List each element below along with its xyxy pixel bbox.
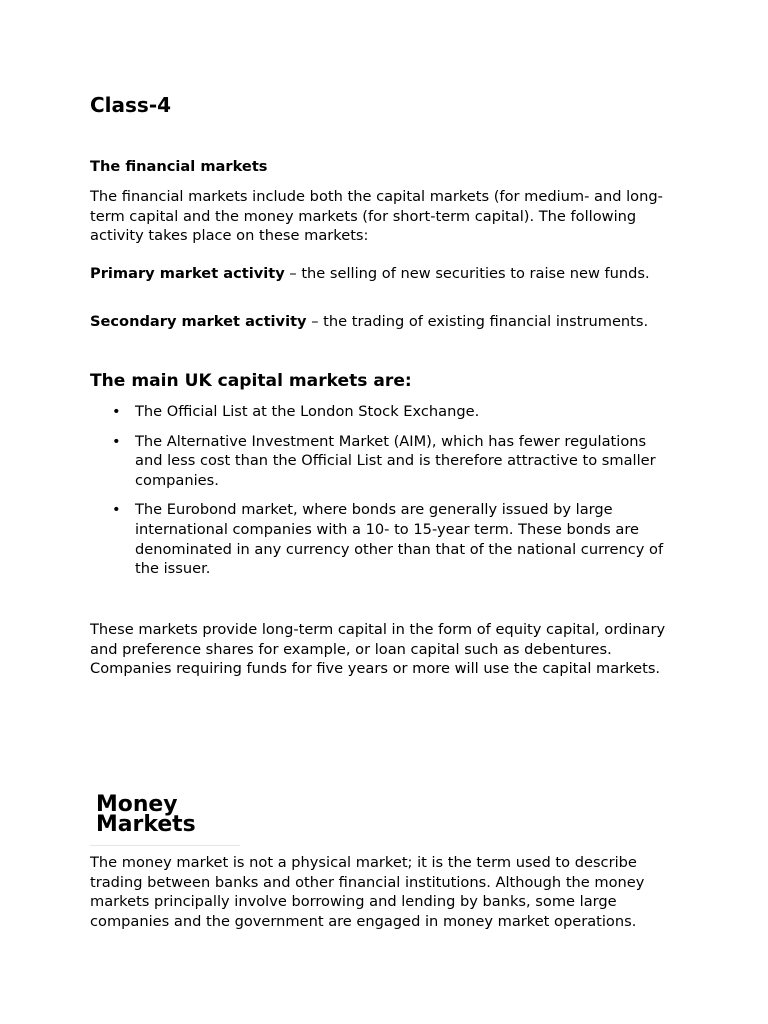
bullet-icon: • [112, 501, 121, 519]
list-item-text: The Alternative Investment Market (AIM), which has fewer regulations and less cost than the Official List and is therefore attractive to smaller companies. [135, 432, 656, 489]
list-item-text: The Eurobond market, where bonds are generally issued by large international companies with a 10- to 15-year term. These bonds are denominated in any currency other than that of the national currency of the issuer. [135, 501, 664, 578]
uk-capital-markets-list [90, 402, 680, 589]
primary-market-label: Primary market activity [90, 265, 285, 282]
list-item [90, 402, 675, 422]
list-item-text: The Official List at the London Stock Exchange. [135, 403, 480, 420]
list-item [90, 432, 675, 491]
secondary-market-paragraph [90, 312, 680, 332]
uk-capital-markets-heading: The main UK capital markets are: [90, 371, 412, 391]
list-item [90, 500, 675, 578]
secondary-market-text: – the trading of existing financial instruments. [306, 313, 649, 330]
secondary-market-label: Secondary market activity [90, 313, 307, 330]
financial-markets-intro: The financial markets include both the capital markets (for medium- and long-term capital and the money markets (for short-term capital). The following activity takes place on these markets: [90, 188, 663, 245]
financial-markets-heading: The financial markets [90, 158, 268, 175]
primary-market-text: – the selling of new securities to raise new funds. [284, 265, 650, 282]
capital-markets-summary: These markets provide long-term capital in the form of equity capital, ordinary and preference shares for example, or loan capital such as debentures. Companies requiring funds for five years or more will use the capital markets. [90, 621, 666, 678]
bullet-icon: • [112, 403, 121, 420]
money-markets-paragraph: The money market is not a physical market; it is the term used to describe trading between banks and other financial institutions. Although the money markets principally involve borrowing and lending by banks, some large companies and the government are engaged in money market operations. [90, 854, 645, 930]
money-markets-heading: Money Markets [90, 795, 240, 846]
bullet-icon: • [112, 432, 121, 450]
page-title: Class-4 [90, 93, 172, 117]
primary-market-paragraph [90, 264, 680, 284]
